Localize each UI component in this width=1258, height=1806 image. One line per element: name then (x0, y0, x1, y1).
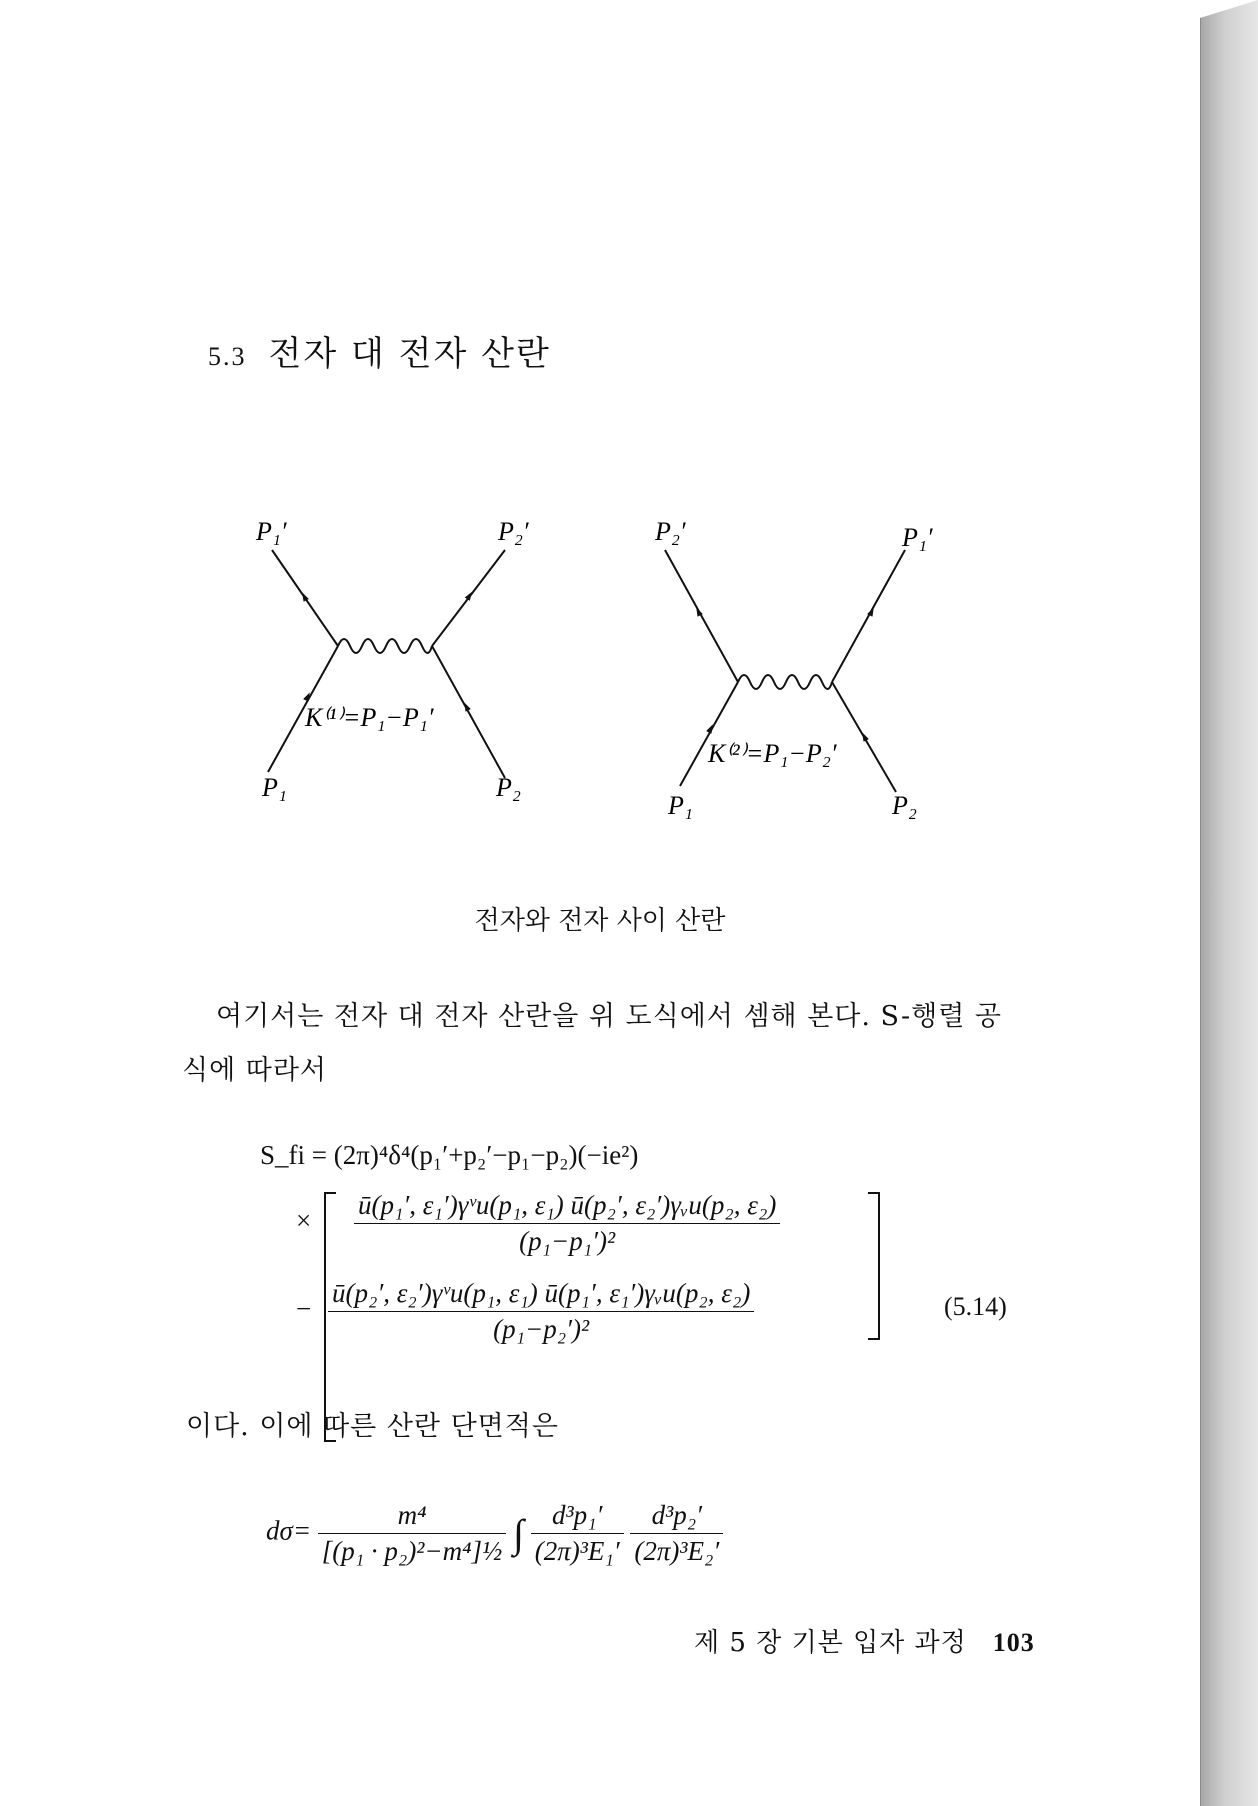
eq-dsigma-factor1-den: (2π)³E₁′ (534, 1536, 620, 1566)
eq-5-14-line3: − $\frac{\text{ū(p₂′, ε₂′)γᵛu(p₁, ε₁) ū(p₁′, ε₁′)γᵥu(p₂, ε₂)}}{\text{(p₁−p₂′)²}}$ (296, 1278, 754, 1345)
eq-5-14-line1: S_fi = (2π)⁴δ⁴(p₁′+p₂′−p₁−p₂)(−ie²) (260, 1140, 639, 1170)
label-left-p1-in: P₁ (262, 773, 287, 802)
paragraph-cross-section: 이다. 이에 따른 산란 단면적은 (186, 1411, 559, 1442)
section-number: 5.3 (208, 342, 247, 371)
label-right-p2-out: P₂′ (655, 517, 686, 546)
eq-5-14-term2-numerator: ū(p₂′, ε₂′)γᵛu(p₁, ε₁) ū(p₁′, ε₁′)γᵥu(p₂, ε₂) (328, 1278, 754, 1312)
diagram-left (255, 517, 529, 802)
label-right-momentum: K⁽²⁾=P₁−P₂′ (708, 739, 837, 768)
label-left-p1-out: P₁′ (256, 517, 287, 546)
feynman-diagrams (0, 500, 1200, 840)
eq-dsigma-factor2-den: (2π)³E₂′ (634, 1536, 720, 1566)
diagram-right (654, 517, 933, 820)
eq-5-14-term2 (328, 1278, 754, 1345)
section-title: 전자 대 전자 산란 (268, 334, 551, 374)
eq-dsigma (266, 1500, 723, 1567)
label-left-momentum: K⁽¹⁾=P₁−P₁′ (305, 703, 434, 732)
eq-5-14-term1 (354, 1190, 780, 1257)
eq-dsigma-coef (318, 1500, 506, 1567)
eq-dsigma-factor2 (630, 1500, 723, 1567)
eq-dsigma-lhs: dσ= (266, 1515, 312, 1546)
label-right-p1-out: P₁′ (902, 523, 933, 552)
photon-line (738, 675, 832, 689)
eq-dsigma-factor2-num: d³p₂′ (630, 1500, 723, 1534)
label-right-p1-in: P₁ (668, 791, 693, 820)
eq-5-14-line2: × $\frac{\text{ū(p₁′, ε₁′)γᵛu(p₁, ε₁) ū(p₂′, ε₂′)γᵥu(p₂, ε₂)}}{\text{(p₁−p₁′)²}}$ (296, 1190, 780, 1257)
eq-dsigma-factor1-num: d³p₁′ (531, 1500, 624, 1534)
paragraph-intro-line1: 여기서는 전자 대 전자 산란을 위 도식에서 셈해 본다. S-행렬 공 (216, 1001, 1002, 1032)
eq-5-14-term1-denominator: (p₁−p₁′)² (519, 1226, 616, 1256)
photon-line (338, 639, 432, 653)
equation-number: (5.14) (944, 1292, 1007, 1321)
paragraph-intro (182, 990, 1042, 1098)
eq-dsigma-factor1 (531, 1500, 624, 1567)
eq-5-14-term1-numerator: ū(p₁′, ε₁′)γᵛu(p₁, ε₁) ū(p₂′, ε₂′)γᵥu(p₂, ε₂) (354, 1190, 780, 1224)
page-footer (694, 1622, 1035, 1659)
section-heading (208, 326, 551, 375)
page-stack-edge (1200, 0, 1258, 1806)
integral-sign: ∫ (513, 1511, 524, 1556)
chapter-title: 제 5 장 기본 입자 과정 (694, 1628, 967, 1658)
label-left-p2-in: P₂ (496, 773, 521, 802)
figure-caption: 전자와 전자 사이 산란 (474, 906, 726, 936)
paragraph-intro-line2: 식에 따라서 (182, 1055, 327, 1086)
eq-dsigma-coef-den: [(p₁ · p₂)²−m⁴]½ (321, 1536, 503, 1566)
page-number: 103 (992, 1628, 1035, 1657)
eq-5-14-term2-denominator: (p₁−p₂′)² (493, 1314, 590, 1344)
label-left-p2-out: P₂′ (498, 517, 529, 546)
label-right-p2-in: P₂ (892, 791, 917, 820)
right-bracket (868, 1192, 880, 1340)
eq-dsigma-coef-num: m⁴ (318, 1500, 506, 1534)
page-corner (1200, 0, 1258, 18)
